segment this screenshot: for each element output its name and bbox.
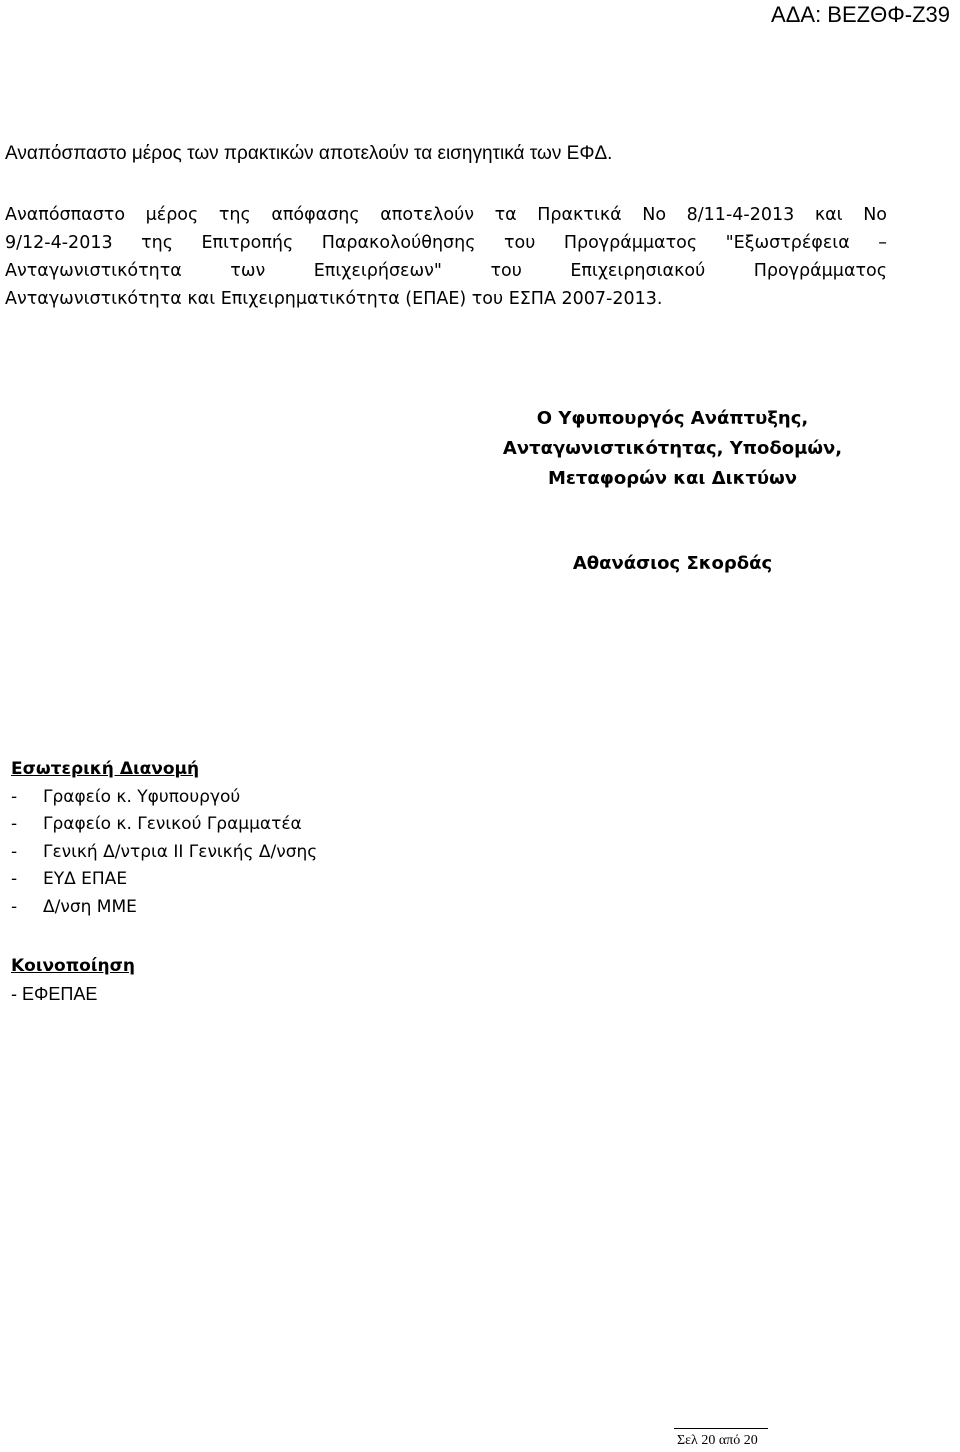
ada-code: ΑΔΑ: ΒΕΖΘΦ-Ζ39 — [771, 2, 950, 27]
notification-heading: Κοινοποίηση — [11, 956, 135, 976]
list-dash: - — [11, 841, 18, 862]
list-item-text: Γραφείο κ. Γενικού Γραμματέα — [43, 814, 302, 834]
list-dash: - — [11, 814, 18, 834]
list-item — [11, 784, 317, 812]
paragraph-integral-part-decision — [5, 201, 887, 313]
paragraph-integral-part-minutes: Αναπόσπαστο μέρος των πρακτικών αποτελούν τα εισηγητικά των ΕΦΔ. — [5, 143, 613, 164]
list-item-text: Γραφείο κ. Υφυπουργού — [43, 786, 241, 807]
list-dash: - — [11, 869, 18, 889]
list-item-text: ΕΥΔ ΕΠΑΕ — [43, 869, 128, 889]
list-item-text: Γενική Δ/ντρια ΙΙ Γενικής Δ/νσης — [43, 841, 318, 862]
list-item — [11, 811, 317, 839]
list-item — [11, 894, 317, 922]
notification-section — [11, 952, 135, 1008]
page-number: Σελ 20 από 20 — [677, 1433, 758, 1448]
list-dash: - — [11, 896, 18, 917]
paragraph-line: Ανταγωνιστικότητα και Επιχειρηματικότητα (ΕΠΑΕ) του ΕΣΠΑ 2007-2013. — [5, 289, 663, 309]
list-dash: - — [11, 786, 18, 807]
paragraph-line: Αναπόσπαστο μέρος της απόφασης αποτελούν τα Πρακτικά Νο 8/11-4-2013 και Νο — [5, 205, 887, 225]
list-item — [11, 866, 317, 894]
signatory-title-line: Μεταφορών και Δικτύων — [547, 468, 797, 489]
notification-item: - ΕΦΕΠΑΕ — [11, 984, 98, 1004]
signatory-title — [460, 404, 885, 494]
list-item — [11, 839, 317, 867]
paragraph-line: Ανταγωνιστικότητα των Επιχειρήσεων" του Επιχειρησιακού Προγράμματος — [5, 261, 887, 281]
signatory-title-line: Ανταγωνιστικότητας, Υποδομών, — [502, 438, 843, 459]
internal-distribution-heading: Εσωτερική Διανομή — [11, 759, 200, 779]
signatory-title-line: Ο Υφυπουργός Ανάπτυξης, — [536, 408, 809, 429]
internal-distribution-list — [11, 756, 317, 921]
list-item-text: Δ/νση ΜΜΕ — [43, 896, 137, 917]
footer-divider — [674, 1428, 768, 1429]
signatory-name: Αθανάσιος Σκορδάς — [572, 553, 773, 574]
paragraph-line: 9/12-4-2013 της Επιτροπής Παρακολούθησης του Προγράμματος "Εξωστρέφεια – — [5, 233, 887, 253]
